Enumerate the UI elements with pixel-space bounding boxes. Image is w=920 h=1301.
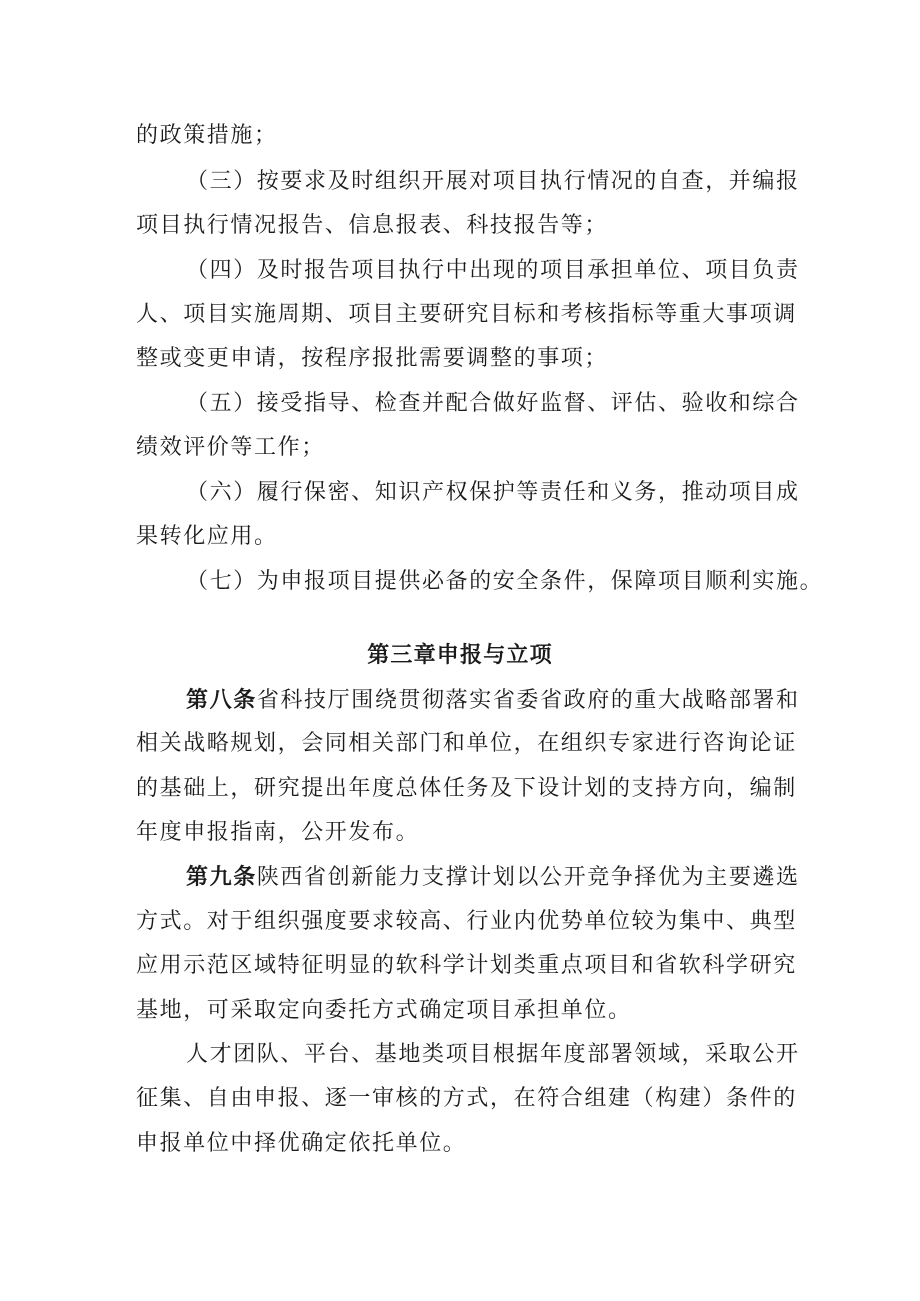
article-9-text: 陕西省创新能力支撑计划以公开竞争择优为主要遴选	[256, 865, 800, 890]
list-item-4: （四）及时报告项目执行中出现的项目承担单位、项目负责	[186, 258, 800, 283]
article-9-first-line	[186, 862, 800, 892]
list-item-7: （七）为申报项目提供必备的安全条件，保障项目顺利实施。	[186, 569, 824, 594]
text-line: 果转化应用。	[136, 524, 278, 549]
article-9-label: 第九条	[186, 864, 257, 890]
chapter-heading: 第三章申报与立项	[367, 642, 553, 668]
text-line: 的基础上，研究提出年度总体任务及下设计划的支持方向，编制	[136, 776, 797, 801]
text-line: 项目执行情况报告、信息报表、科技报告等；	[136, 213, 609, 238]
text-line: 相关战略规划，会同相关部门和单位，在组织专家进行咨询论证	[136, 731, 797, 756]
text-line: 的政策措施；	[136, 123, 278, 148]
paragraph-first-line: 人才团队、平台、基地类项目根据年度部署领域，采取公开	[186, 1042, 800, 1067]
article-8-label: 第八条	[186, 687, 257, 713]
article-8-first-line	[186, 685, 800, 715]
list-item-6: （六）履行保密、知识产权保护等责任和义务，推动项目成	[186, 480, 800, 505]
text-line: 整或变更申请，按程序报批需要调整的事项；	[136, 346, 609, 371]
text-line: 人、项目实施周期、项目主要研究目标和考核指标等重大事项调	[136, 302, 797, 327]
text-line: 年度申报指南，公开发布。	[136, 820, 420, 845]
text-line: 申报单位中择优确定依托单位。	[136, 1131, 467, 1156]
text-line: 征集、自由申报、逐一审核的方式，在符合组建（构建）条件的	[136, 1086, 797, 1111]
text-line: 方式。对于组织强度要求较高、行业内优势单位较为集中、典型	[136, 909, 797, 934]
list-item-5: （五）接受指导、检查并配合做好监督、评估、验收和综合	[186, 391, 800, 416]
text-line: 绩效评价等工作；	[136, 435, 325, 460]
article-8-text: 省科技厅围绕贯彻落实省委省政府的重大战略部署和	[256, 688, 800, 713]
text-line: 基地，可采取定向委托方式确定项目承担单位。	[136, 998, 632, 1023]
list-item-3: （三）按要求及时组织开展对项目执行情况的自查，并编报	[186, 169, 800, 194]
text-line: 应用示范区域特征明显的软科学计划类重点项目和省软科学研究	[136, 953, 797, 978]
